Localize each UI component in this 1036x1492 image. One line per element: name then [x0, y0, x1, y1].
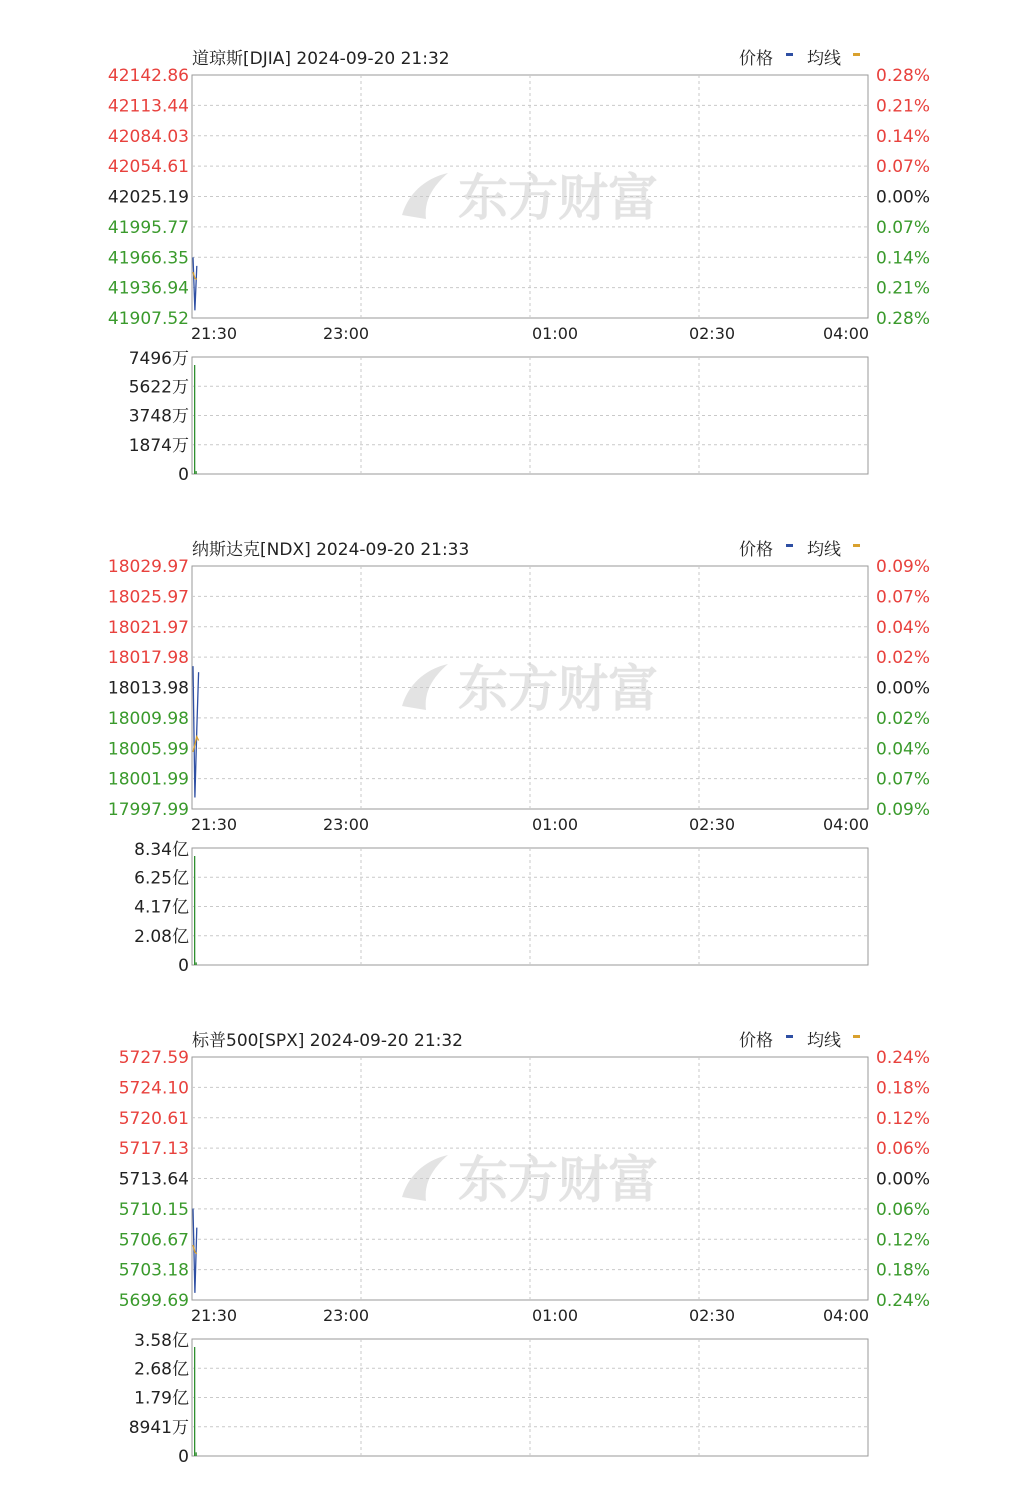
pct-tick-label: 0.02% [876, 708, 931, 729]
time-tick-label: 21:30 [190, 815, 238, 834]
price-tick-label: 18013.98 [107, 678, 189, 699]
price-tick-label: 18001.99 [107, 769, 189, 790]
time-tick-label: 02:30 [688, 815, 736, 834]
volume-bar [194, 365, 195, 474]
price-tick-label: 18005.99 [107, 739, 189, 760]
chart-title: 纳斯达克[NDX] 2024-09-20 21:33 [192, 540, 470, 560]
price-tick-label: 18009.98 [107, 708, 189, 729]
legend-price-swatch [786, 53, 793, 56]
price-tick-label: 42142.86 [107, 66, 189, 86]
time-tick-label: 01:00 [531, 1306, 579, 1325]
chart-title: 标普500[SPX] 2024-09-20 21:32 [192, 1031, 463, 1051]
time-tick-label: 04:00 [822, 324, 870, 343]
time-tick-label: 23:00 [322, 815, 370, 834]
price-tick-label: 42054.61 [107, 157, 189, 178]
volume-tick-label: 1.79亿 [134, 1388, 189, 1409]
price-tick-label: 5706.67 [118, 1230, 189, 1251]
pct-tick-label: 0.07% [876, 157, 931, 178]
time-tick-label: 23:00 [322, 1306, 370, 1325]
volume-tick-label: 0 [178, 1447, 189, 1467]
pct-tick-label: 0.06% [876, 1199, 931, 1220]
price-tick-label: 42025.19 [107, 187, 189, 208]
legend-price-swatch [786, 1035, 793, 1038]
volume-tick-label: 2.08亿 [134, 926, 189, 947]
volume-bar [196, 471, 197, 474]
price-tick-label: 5717.13 [118, 1139, 189, 1160]
pct-tick-label: 0.21% [876, 96, 931, 117]
price-tick-label: 5724.10 [118, 1078, 189, 1099]
volume-bar [196, 1452, 197, 1456]
pct-tick-label: 0.28% [876, 66, 931, 86]
legend-avg-swatch [853, 53, 860, 56]
time-tick-label: 21:30 [190, 1306, 238, 1325]
volume-tick-label: 1874万 [128, 435, 189, 456]
pct-tick-label: 0.18% [876, 1260, 931, 1281]
pct-tick-label: 0.00% [876, 1169, 931, 1190]
pct-tick-label: 0.07% [876, 587, 931, 608]
price-tick-label: 5703.18 [118, 1260, 189, 1281]
price-tick-label: 42084.03 [107, 126, 189, 147]
price-tick-label: 17997.99 [107, 800, 189, 820]
price-tick-label: 18029.97 [107, 557, 189, 577]
time-tick-label: 01:00 [531, 815, 579, 834]
chart-title: 道琼斯[DJIA] 2024-09-20 21:32 [192, 49, 450, 69]
price-series-line [193, 257, 197, 310]
legend-avg-label: 均线 [807, 49, 841, 69]
price-tick-label: 18021.97 [107, 617, 189, 638]
price-tick-label: 5727.59 [118, 1048, 189, 1068]
pct-tick-label: 0.21% [876, 278, 931, 299]
volume-tick-label: 8941万 [128, 1417, 189, 1438]
price-tick-label: 41966.35 [107, 248, 189, 269]
pct-tick-label: 0.00% [876, 678, 931, 699]
pct-tick-label: 0.28% [876, 309, 931, 329]
pct-tick-label: 0.09% [876, 557, 931, 577]
volume-bar [194, 856, 195, 965]
pct-tick-label: 0.04% [876, 617, 931, 638]
pct-tick-label: 0.24% [876, 1048, 931, 1068]
volume-tick-label: 2.68亿 [134, 1359, 189, 1380]
legend-avg-label: 均线 [807, 540, 841, 560]
legend-price-label: 价格 [739, 1031, 773, 1051]
price-tick-label: 41907.52 [107, 309, 189, 329]
time-tick-label: 04:00 [822, 1306, 870, 1325]
time-tick-label: 04:00 [822, 815, 870, 834]
volume-tick-label: 8.34亿 [134, 840, 189, 860]
pct-tick-label: 0.12% [876, 1108, 931, 1129]
time-tick-label: 02:30 [688, 1306, 736, 1325]
volume-bar [194, 1347, 195, 1456]
legend-avg-swatch [853, 544, 860, 547]
pct-tick-label: 0.12% [876, 1230, 931, 1251]
pct-tick-label: 0.14% [876, 248, 931, 269]
volume-tick-label: 3.58亿 [134, 1331, 189, 1351]
volume-tick-label: 6.25亿 [134, 868, 189, 889]
legend-price-label: 价格 [739, 49, 773, 69]
watermark-text: 东方财富 [458, 169, 658, 227]
time-tick-label: 23:00 [322, 324, 370, 343]
watermark-text: 东方财富 [458, 1151, 658, 1209]
volume-tick-label: 0 [178, 956, 189, 976]
pct-tick-label: 0.18% [876, 1078, 931, 1099]
pct-tick-label: 0.24% [876, 1291, 931, 1311]
price-tick-label: 18025.97 [107, 587, 189, 608]
pct-tick-label: 0.09% [876, 800, 931, 820]
time-tick-label: 02:30 [688, 324, 736, 343]
pct-tick-label: 0.00% [876, 187, 931, 208]
pct-tick-label: 0.14% [876, 126, 931, 147]
price-tick-label: 5720.61 [118, 1108, 189, 1129]
price-tick-label: 5713.64 [118, 1169, 189, 1190]
price-series-line [193, 666, 199, 797]
volume-tick-label: 4.17亿 [134, 897, 189, 918]
volume-tick-label: 3748万 [128, 406, 189, 427]
chart-panel-1 [108, 540, 930, 976]
price-tick-label: 18017.98 [107, 648, 189, 669]
pct-tick-label: 0.06% [876, 1139, 931, 1160]
legend-avg-swatch [853, 1035, 860, 1038]
pct-tick-label: 0.07% [876, 769, 931, 790]
time-tick-label: 01:00 [531, 324, 579, 343]
time-tick-label: 21:30 [190, 324, 238, 343]
volume-tick-label: 7496万 [128, 349, 189, 369]
price-tick-label: 41995.77 [107, 217, 189, 238]
price-tick-label: 41936.94 [107, 278, 189, 299]
volume-bar [196, 962, 197, 965]
legend-price-swatch [786, 544, 793, 547]
pct-tick-label: 0.02% [876, 648, 931, 669]
pct-tick-label: 0.07% [876, 217, 931, 238]
price-tick-label: 5699.69 [118, 1291, 189, 1311]
volume-tick-label: 5622万 [128, 377, 189, 398]
pct-tick-label: 0.04% [876, 739, 931, 760]
chart-panel-2 [119, 1031, 930, 1467]
watermark-text: 东方财富 [458, 660, 658, 718]
price-tick-label: 5710.15 [118, 1199, 189, 1220]
price-tick-label: 42113.44 [107, 96, 189, 117]
volume-tick-label: 0 [178, 465, 189, 485]
chart-panel-0 [108, 49, 930, 485]
legend-price-label: 价格 [739, 540, 773, 560]
legend-avg-label: 均线 [807, 1031, 841, 1051]
